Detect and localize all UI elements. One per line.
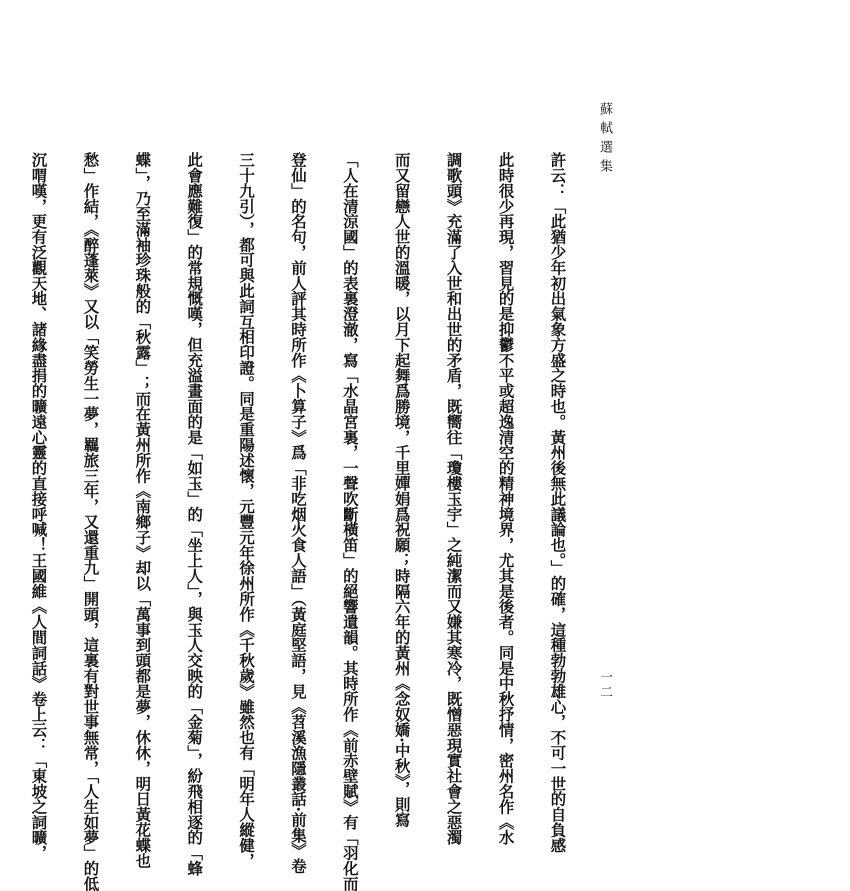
text-line: 登仙」的名句，前人評其時所作《卜算子》爲「非吃烟火食人語」（黃庭堅語，見《苕溪漁隱叢話·前集》卷 (288, 152, 307, 874)
text-line: 沉喟嘆，更有泛觀天地、諸緣盡捐的曠遠心靈的直接呼喊！王國維《人間詞話》卷上云：「東坡之詞曠， (29, 152, 48, 861)
body-text (0, 152, 600, 891)
page-number: 一二 (597, 670, 612, 700)
text-line: 調歌頭》充滿了入世和出世的矛盾，既嚮往「瓊樓玉宇」之純潔而又嫌其寒冷，既憎惡現實社會之惡濁 (444, 152, 463, 845)
text-line: 愁」作結，《醉蓬萊》又以「笑勞生一夢，羈旅三年，又還重九」開頭，這裏有對世事無常，「人生如夢」的低 (81, 152, 100, 891)
text-line: 「人在清涼國」的表裏澄澈，寫「水晶宮裏，一聲吹斷橫笛」的絕響遺韻。其時所作《前赤壁賦》有「羽化而 (340, 152, 359, 891)
text-line: 此會應難復」的常規慨嘆，但充溢畫面的是「如玉」的「坐上人」，與玉人交映的「金菊」，紛飛相逐的「蜂 (185, 152, 204, 876)
text-line: 許云：「此猶少年初出氣象方盛之時也。黃州後無此議論也。」的確，這種勃勃雄心，不可一世的自負感 (548, 152, 567, 853)
text-line: 蝶」，乃至滿袖珍珠般的「秋露」；而在黃州所作《南鄉子》却以「萬事到頭都是夢，休休，明日黃花蝶也 (133, 152, 152, 869)
book-title-header: 蘇軾選集 (597, 102, 612, 178)
text-line: 而又留戀人世的溫暖，以月下起舞爲勝境，千里嬋娟爲祝願；時隔六年的黃州《念奴嬌·中秋》，則寫 (392, 152, 411, 828)
text-line: 此時很少再現，習見的是抑鬱不平或超逸清空的精神境界，尤其是後者。同是中秋抒情，密州名作《水 (496, 152, 515, 845)
text-line: 三十九引），都可與此詞互相印證。同是重陽述懷，元豐元年徐州所作《千秋歲》雖然也有「明年人縱健， (237, 152, 256, 869)
